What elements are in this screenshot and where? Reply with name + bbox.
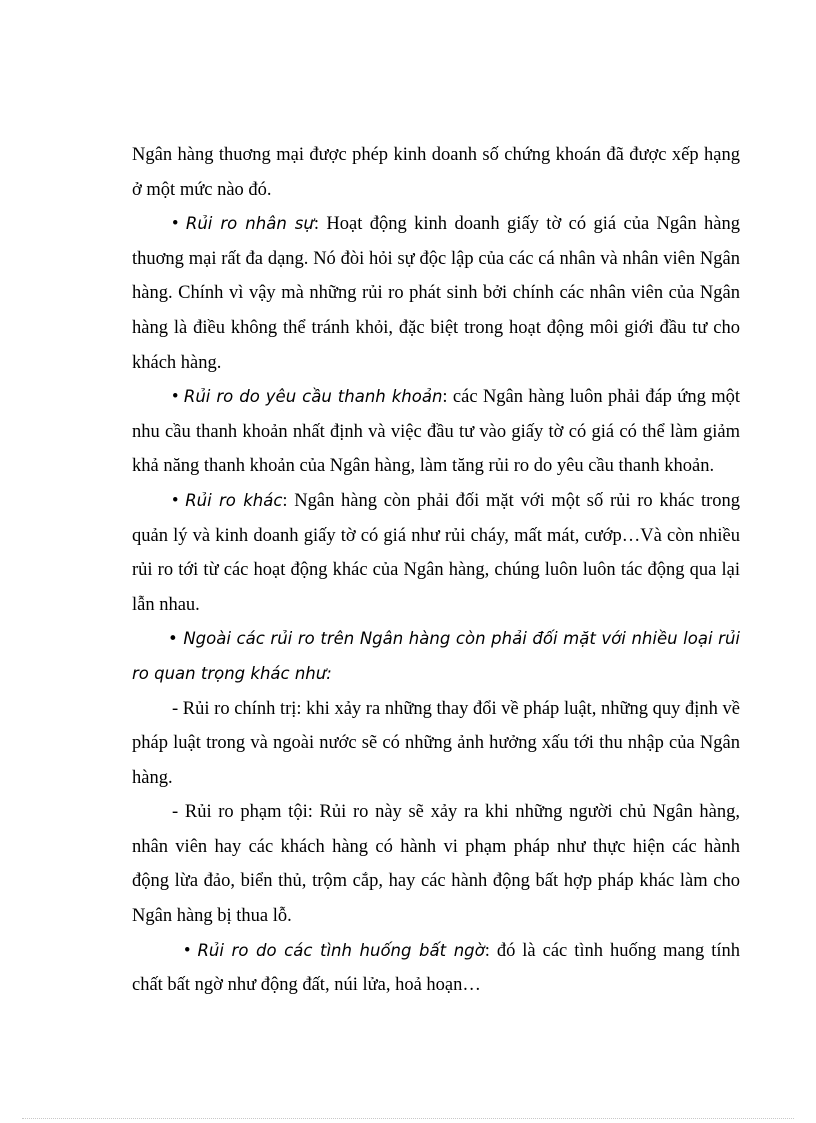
paragraph-text: : Ngân hàng còn phải đối mặt với một số rủi ro khác trong quản lý và kinh doanh giấy tờ có giá như rủi cháy, mất mát, cướp…Và còn nhiều rủi ro tới từ các hoạt động khác của Ngân hàng, chúng luôn luôn tác động qua lại lẫn nhau.	[132, 490, 741, 615]
bullet: •	[172, 490, 186, 511]
term-personnel-risk: Rủi ro nhân sự	[185, 214, 314, 234]
paragraph-unexpected-risk	[132, 934, 740, 1003]
paragraph-continuation: Ngân hàng thuơng mại được phép kinh doanh số chứng khoán đã được xếp hạng ở một mức nào đó.	[132, 145, 740, 200]
paragraph-political-risk: - Rủi ro chính trị: khi xảy ra những thay đổi về pháp luật, những quy định về pháp luật trong và ngoài nước sẽ có những ảnh hưởng xấu tới thu nhập của Ngân hàng.	[132, 698, 740, 788]
paragraph-criminal-risk: - Rủi ro phạm tội: Rủi ro này sẽ xảy ra khi những người chủ Ngân hàng, nhân viên hay các khách hàng có hành vi phạm pháp như thực hiện các hành động lừa đảo, biển thủ, trộm cắp, hay các hành động bất hợp pháp khác làm cho Ngân hàng bị thua lỗ.	[132, 802, 740, 927]
paragraph-text: : đó là các tình huống mang tính chất bất ngờ như động đất, núi lửa, hoả hoạn…	[132, 940, 740, 996]
paragraph-text: : Hoạt động kinh doanh giấy tờ có giá của Ngân hàng thuơng mại rất đa dạng. Nó đòi hỏi sự độc lập của các cá nhân và nhân viên Ngân hàng. Chính vì vậy mà những rủi ro phát sinh bởi chính các nhân viên của Ngân hàng là điều không thể tránh khỏi, đặc biệt trong hoạt động môi giới đầu tư cho khách hàng.	[132, 214, 740, 373]
document-body	[132, 138, 740, 1003]
paragraph-other-risk	[132, 484, 740, 622]
page-bottom-divider	[22, 1118, 794, 1119]
term-liquidity-risk: Rủi ro do yêu cầu thanh khoản	[183, 387, 443, 407]
bullet: •	[184, 940, 198, 961]
paragraph-liquidity-risk	[132, 380, 740, 484]
bullet: •	[172, 387, 184, 408]
term-other-risk: Rủi ro khác	[185, 490, 283, 510]
paragraph-additional-risks: • Ngoài các rủi ro trên Ngân hàng còn phải đối mặt với nhiều loại rủi ro quan trọng khác như:	[132, 629, 740, 683]
paragraph-personnel-risk	[132, 207, 740, 380]
bullet: •	[172, 214, 186, 235]
paragraph-text: : các Ngân hàng luôn phải đáp ứng một nhu cầu thanh khoản nhất định và việc đầu tư vào giấy tờ có giá có thể làm giảm khả năng thanh khoản của Ngân hàng, làm tăng rủi ro do yêu cầu thanh khoản.	[132, 387, 740, 477]
term-unexpected-risk: Rủi ro do các tình huống bất ngờ	[197, 940, 485, 960]
